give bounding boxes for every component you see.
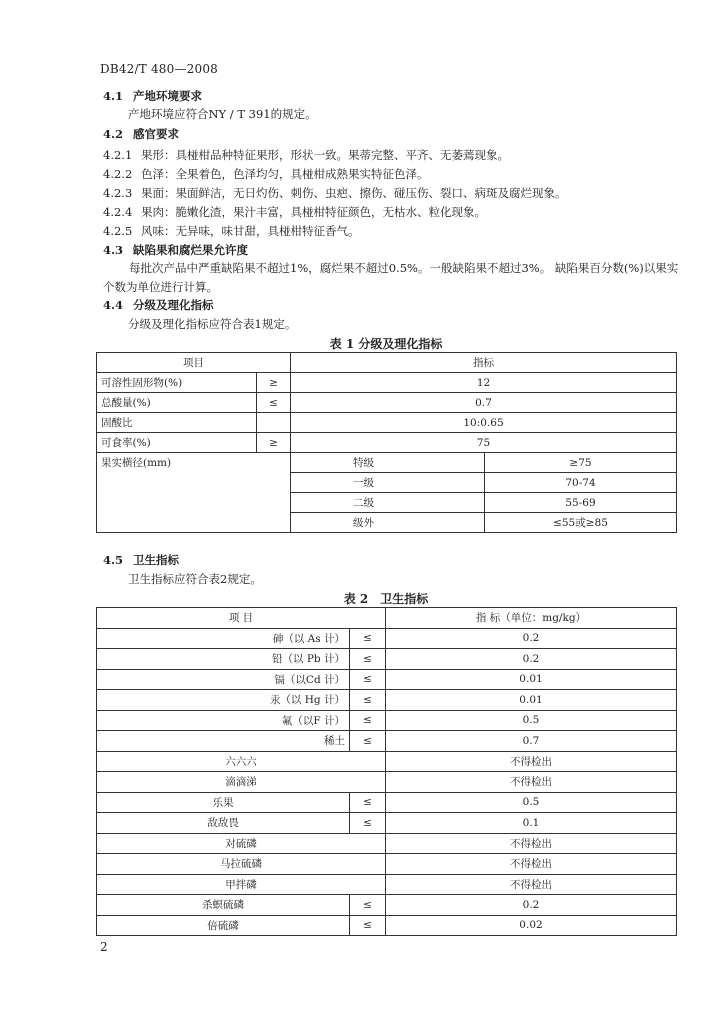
item-text: 果形：具椪柑品种特征果形，形状一致。果蒂完整、平齐、无萎蔫现象。 <box>141 148 509 162</box>
value-cell: 0.7 <box>291 393 677 413</box>
item-cell: 敌敌畏 <box>97 813 350 834</box>
item-number: 4.2.2 <box>103 167 133 181</box>
section-4-4-heading <box>103 297 214 313</box>
item-cell: 六六六 <box>97 751 386 772</box>
header-item: 项 目 <box>97 608 386 629</box>
item-text: 果肉：脆嫩化渣，果汁丰富，具椪柑特征颜色，无枯水、粒化现象。 <box>141 205 486 219</box>
value-cell: 0.2 <box>386 895 677 916</box>
section-number: 4.2 <box>103 127 124 141</box>
item-number: 4.2.3 <box>103 186 133 200</box>
value-cell: ≥75 <box>485 453 677 473</box>
section-4-1-text: 产地环境应符合NY / T 391的规定。 <box>128 107 317 121</box>
table-2 <box>96 607 677 936</box>
operator-cell: ≤ <box>350 669 386 690</box>
value-cell: 12 <box>291 373 677 393</box>
section-4-5-heading <box>103 552 179 568</box>
table-1-caption: 表 1 分级及理化指标 <box>329 337 443 351</box>
value-cell: 不得检出 <box>386 751 677 772</box>
grade-cell: 特级 <box>291 453 485 473</box>
value-cell: 55-69 <box>485 493 677 513</box>
section-number: 4.1 <box>103 89 124 103</box>
item-text: 果面：果面鲜洁，无日灼伤、刺伤、虫疤、擦伤、碰压伤、裂口、病斑及腐烂现象。 <box>141 186 567 200</box>
table-row <box>97 669 677 690</box>
value-cell: 0.2 <box>386 649 677 670</box>
table-2-caption: 表 2 卫生指标 <box>343 592 429 606</box>
header-item: 项目 <box>97 353 291 373</box>
item-cell: 倍硫磷 <box>97 915 350 936</box>
item-cell: 砷（以 As 计） <box>97 628 350 649</box>
section-title: 卫生指标 <box>133 553 179 567</box>
operator-cell: ≤ <box>350 915 386 936</box>
table-row <box>97 690 677 711</box>
table-header-row <box>97 353 677 373</box>
operator-cell: ≤ <box>350 628 386 649</box>
grade-cell: 二级 <box>291 493 485 513</box>
operator-cell: ≥ <box>257 373 291 393</box>
table-row <box>97 628 677 649</box>
item-cell: 乐果 <box>97 792 350 813</box>
value-cell: 不得检出 <box>386 772 677 793</box>
item-cell: 滴滴涕 <box>97 772 386 793</box>
section-title: 感官要求 <box>133 127 179 141</box>
section-title: 缺陷果和腐烂果允许度 <box>133 243 248 257</box>
value-cell: 0.7 <box>386 731 677 752</box>
item-number: 4.2.5 <box>103 224 133 238</box>
table-row <box>97 915 677 936</box>
value-cell: 10:0.65 <box>291 413 677 433</box>
operator-cell: ≥ <box>257 433 291 453</box>
operator-cell: ≤ <box>350 690 386 711</box>
value-cell: 75 <box>291 433 677 453</box>
document-id: DB42/T 480—2008 <box>100 62 219 76</box>
table-1 <box>96 352 677 533</box>
header-value: 指标 <box>291 353 677 373</box>
table-row <box>97 433 677 453</box>
section-number: 4.4 <box>103 298 124 312</box>
sensory-item <box>103 204 486 220</box>
sensory-item <box>103 185 567 201</box>
operator-cell: ≤ <box>350 792 386 813</box>
sensory-item <box>103 223 360 239</box>
operator-cell <box>257 413 291 433</box>
table-row <box>97 833 677 854</box>
value-cell: 0.01 <box>386 690 677 711</box>
item-cell: 铅（以 Pb 计） <box>97 649 350 670</box>
operator-cell: ≤ <box>350 895 386 916</box>
item-number: 4.2.4 <box>103 205 133 219</box>
table-row <box>97 895 677 916</box>
section-title: 产地环境要求 <box>133 89 202 103</box>
table-row <box>97 874 677 895</box>
section-4-3-text: 每批次产品中严重缺陷果不超过1%，腐烂果不超过0.5%。一般缺陷果不超过3%。 缺陷果百分数(%)以果实个数为单位进行计算。 <box>103 261 679 294</box>
table-row <box>97 413 677 433</box>
value-cell: 不得检出 <box>386 874 677 895</box>
operator-cell: ≤ <box>350 649 386 670</box>
table-row <box>97 453 677 473</box>
item-cell: 果实横径(mm) <box>97 453 291 533</box>
item-cell: 马拉硫磷 <box>97 854 386 875</box>
item-cell: 对硫磷 <box>97 833 386 854</box>
operator-cell: ≤ <box>350 710 386 731</box>
item-cell: 杀螟硫磷 <box>97 895 350 916</box>
table-row <box>97 373 677 393</box>
value-cell: 0.01 <box>386 669 677 690</box>
item-cell: 氟（以F 计） <box>97 710 350 731</box>
value-cell: 0.1 <box>386 813 677 834</box>
table-row <box>97 772 677 793</box>
item-cell: 汞（以 Hg 计） <box>97 690 350 711</box>
header-value: 指 标（单位：mg/kg） <box>386 608 677 629</box>
value-cell: 不得检出 <box>386 833 677 854</box>
item-cell: 镉（以Cd 计） <box>97 669 350 690</box>
operator-cell: ≤ <box>350 731 386 752</box>
grade-cell: 一级 <box>291 473 485 493</box>
grade-cell: 级外 <box>291 513 485 533</box>
operator-cell: ≤ <box>350 813 386 834</box>
section-4-1-heading <box>103 88 202 104</box>
sensory-item <box>103 147 509 163</box>
value-cell: 70-74 <box>485 473 677 493</box>
table-row <box>97 649 677 670</box>
section-number: 4.3 <box>103 243 124 257</box>
item-text: 风味：无异味，味甘甜，具椪柑特征香气。 <box>141 224 360 238</box>
section-number: 4.5 <box>103 553 124 567</box>
table-row <box>97 393 677 413</box>
item-number: 4.2.1 <box>103 148 133 162</box>
value-cell: 0.5 <box>386 792 677 813</box>
sensory-item <box>103 166 429 182</box>
section-4-2-heading <box>103 126 179 142</box>
item-text: 色泽：全果着色，色泽均匀，具椪柑成熟果实特征色泽。 <box>141 167 429 181</box>
section-4-3-heading <box>103 242 248 258</box>
item-cell: 固酸比 <box>97 413 257 433</box>
value-cell: 0.2 <box>386 628 677 649</box>
value-cell: 0.5 <box>386 710 677 731</box>
item-cell: 可溶性固形物(%) <box>97 373 257 393</box>
section-4-4-text: 分级及理化指标应符合表1规定。 <box>128 317 297 331</box>
page-number: 2 <box>100 940 108 954</box>
value-cell: 不得检出 <box>386 854 677 875</box>
table-row <box>97 751 677 772</box>
item-cell: 甲拌磷 <box>97 874 386 895</box>
table-row <box>97 731 677 752</box>
section-4-5-text: 卫生指标应符合表2规定。 <box>128 572 262 586</box>
item-cell: 总酸量(%) <box>97 393 257 413</box>
section-title: 分级及理化指标 <box>133 298 214 312</box>
operator-cell: ≤ <box>257 393 291 413</box>
value-cell: ≤55或≥85 <box>485 513 677 533</box>
table-row <box>97 710 677 731</box>
item-cell: 稀土 <box>97 731 350 752</box>
table-row <box>97 854 677 875</box>
table-row <box>97 813 677 834</box>
item-cell: 可食率(%) <box>97 433 257 453</box>
value-cell: 0.02 <box>386 915 677 936</box>
table-row <box>97 792 677 813</box>
table-header-row <box>97 608 677 629</box>
